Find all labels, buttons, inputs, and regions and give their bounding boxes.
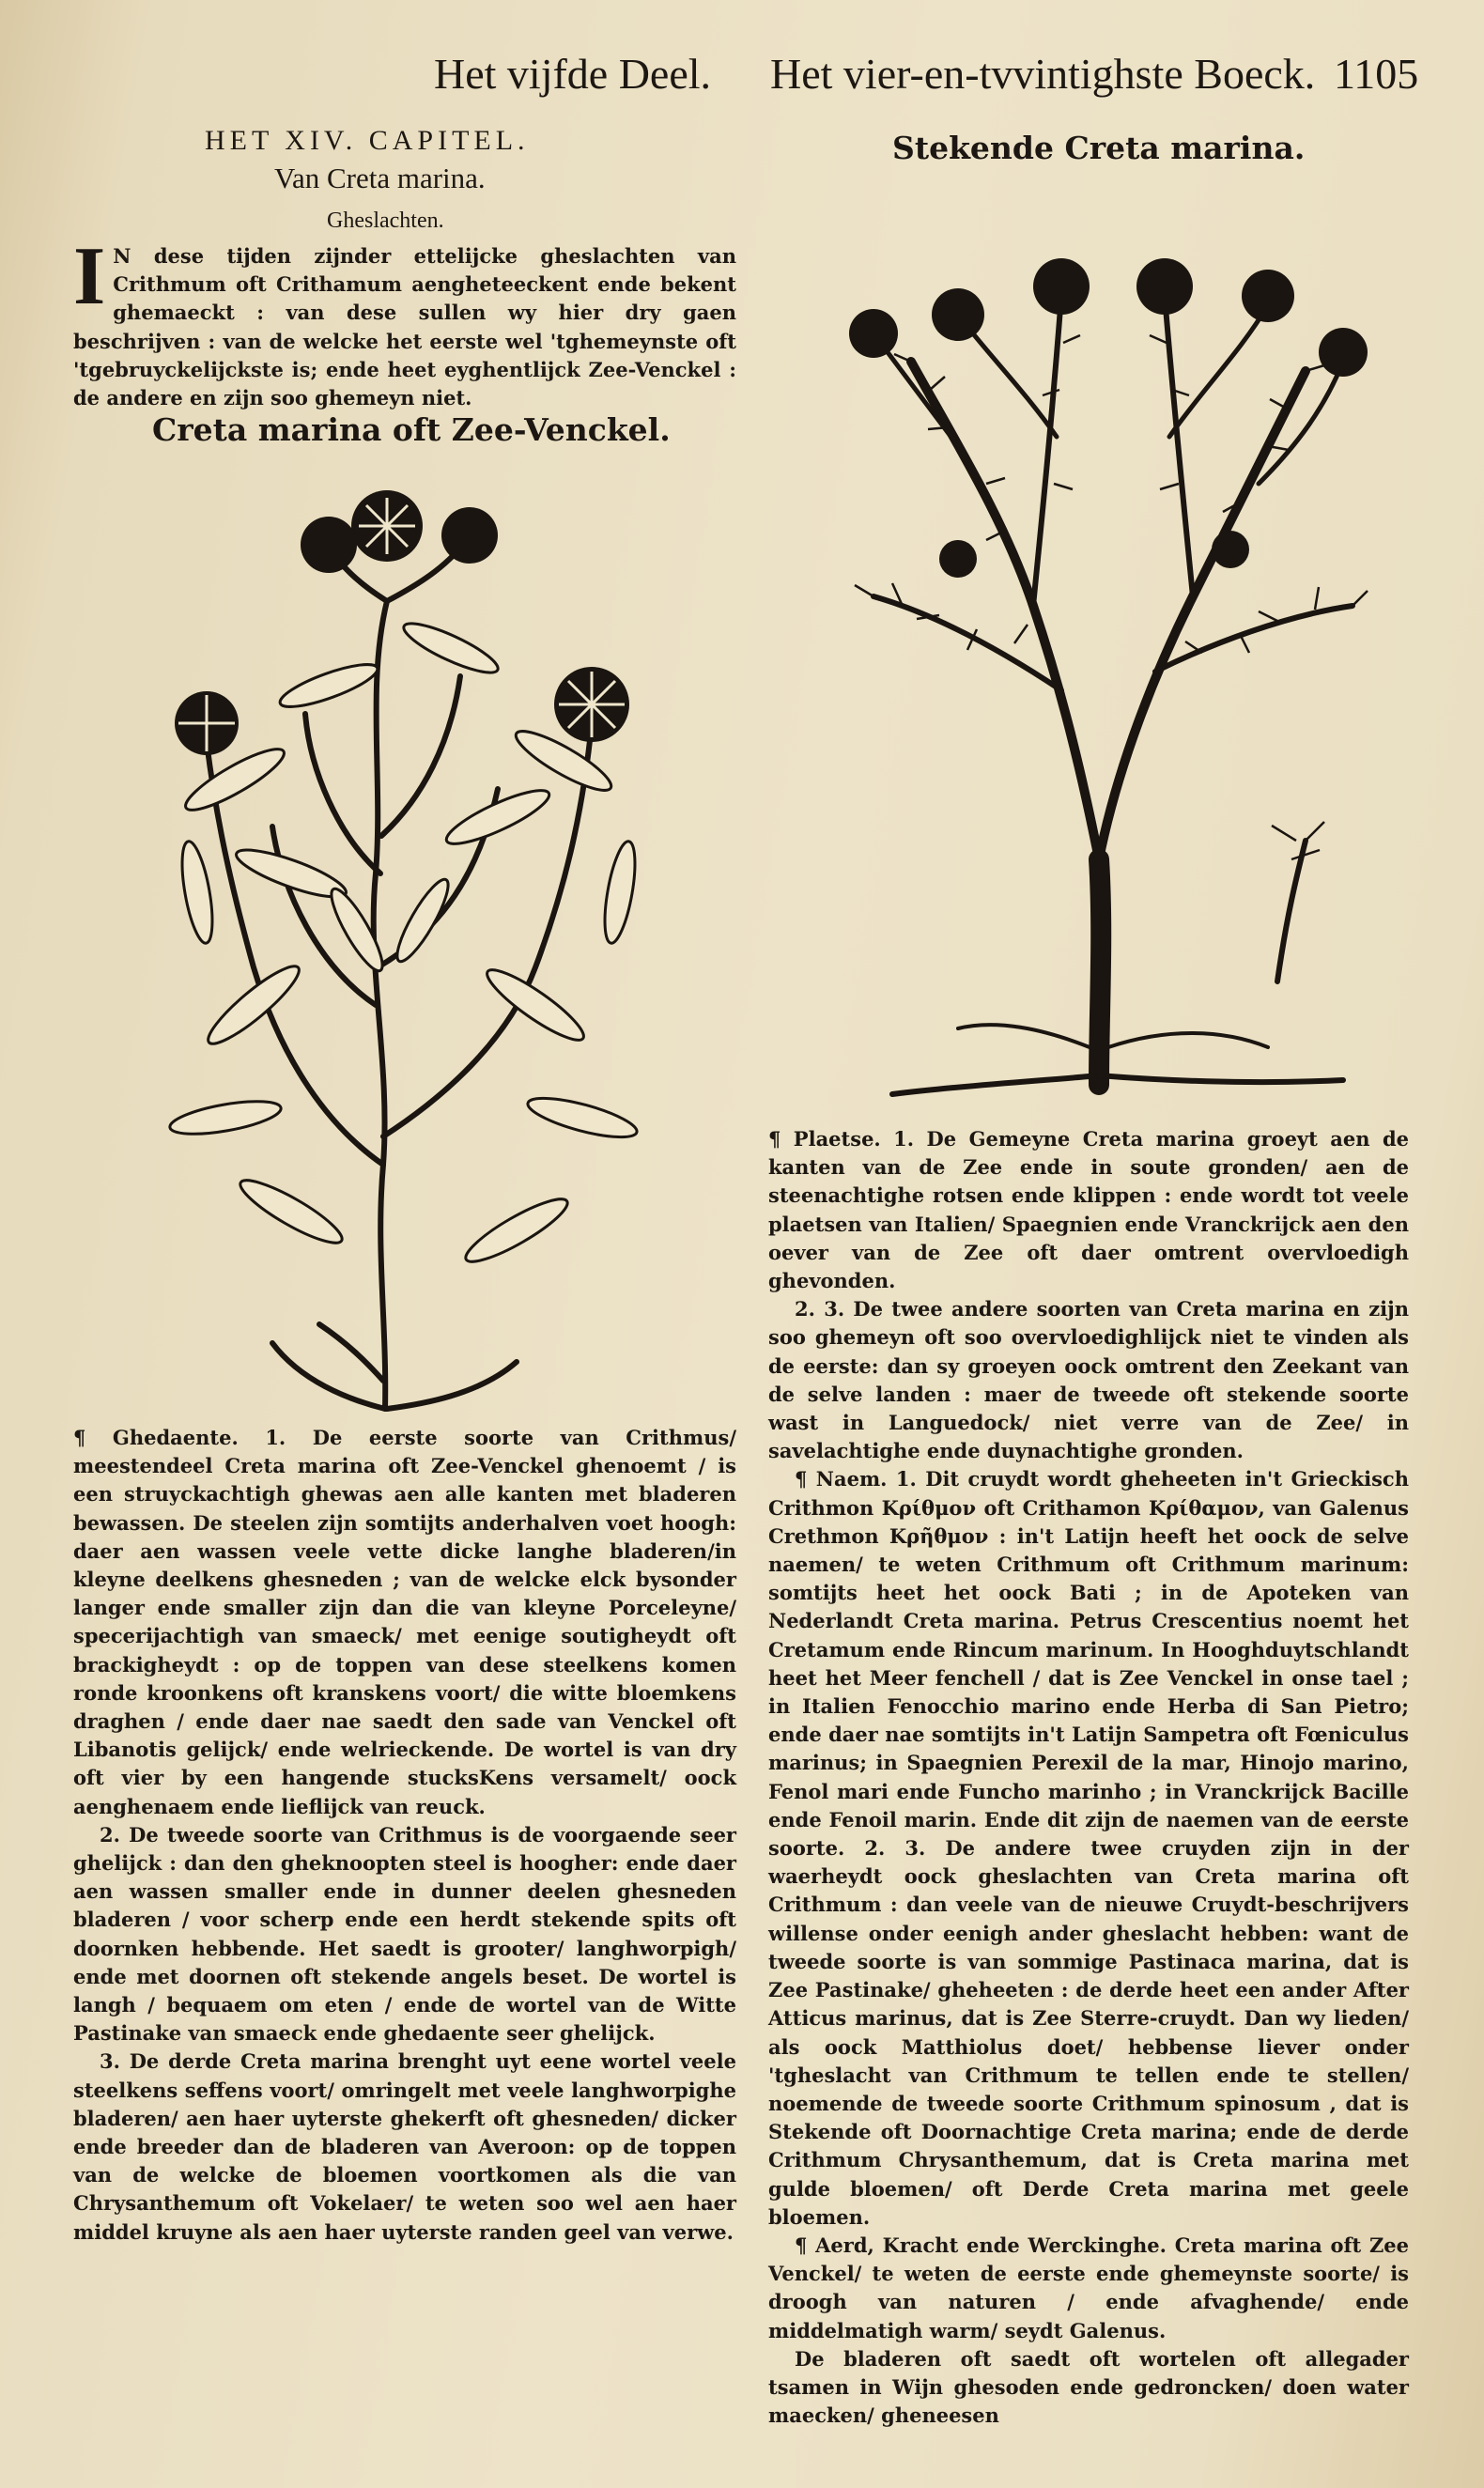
names-paragraph: ¶ Naem. 1. Dit cruydt wordt gheheeten in't Grieckisch Crithmon Κρίθμον oft Crithamon Κρίθαμον, van Galenus Crethmon Κρῆθμον : in't Latijn heeft het oock de selve naemen/ te weten Crithmum oft Crithmum marinum: somtijts heet het oock Bati ; in de Apoteken van Nederlandt Creta marina. Petrus Crescentius noemt het Cretamum ende Rincum marinum. In Hooghduytschlandt heet het Meer fenchell / dat is Zee Venckel in onse tael ; in Italien Fenocchio marino ende Herba di San Pietro; ende daer nae somtijts in't Latijn Sampetra oft Fœniculus marinus; in Spaegnien Perexil de la mar, Hinojo marino, Fenol mari ende Funcho marinho ; in Vranckrijck Bacille ende Fenoil marin. Ende dit zijn de naemen van de eerste soorte. 2. 3. De andere twee cruyden zijn in der waerheydt oock gheslachten van Creta marina oft Crithmum : dan veele van de nieuwe Cruydt-beschrijvers willense onder eenigh ander gheslacht hebben: want de tweede soorte is van sommige Pastinaca marina, dat is Zee Pastinake/ gheheeten : de derde heet een ander After Atticus marinus, dat is Zee Sterre-cruydt. Dan wy lieden/ als oock Matthiolus doet/ hebbense liever onder 'tgheslacht van Crithmum te tellen ende te stellen/ noemende de tweede soorte Crithmum spinosum , dat is Stekende oft Doornachtige Creta marina; ende de derde Crithmum Chrysanthemum, dat is Creta marina met gulde bloemen/ oft Derde Creta marina met geele bloemen. — [768, 1467, 1409, 2229]
right-figure-caption: Stekende Creta marina. — [892, 130, 1306, 166]
sea-fennel-woodcut — [141, 479, 695, 1418]
properties-paragraph: ¶ Aerd, Kracht ende Werckinghe. Creta marina oft Zee Venckel/ te weten de eerste ende ghemeynste soorte/ is droogh van naturen / ende afvaghende/ ende middelmatigh warm/ seydt Galenus. — [768, 2233, 1409, 2342]
section-kinds: Gheslachten. — [327, 209, 444, 233]
chapter-heading: HET XIV. CAPITEL. — [205, 125, 530, 156]
intro-paragraph — [73, 231, 736, 412]
page-number: 1105 — [1334, 50, 1419, 98]
prickly-sea-fennel-woodcut — [817, 202, 1381, 1104]
location-paragraph-2: 2. 3. De twee andere soorten van Creta marina en zijn soo ghemeyn oft soo overvloedighlijck niet te vinden als de eerste: dan sy groeyen oock omtrent den Zeekant van de selve landen : maer de tweede oft stekende soorte wast in Languedock/ niet verre van de Zee/ in savelachtighe ende duynachtighe gronden. — [768, 1297, 1409, 1463]
description-paragraph-2: 2. De tweede soorte van Crithmus is de voorgaende seer ghelijck : dan den gheknoopten steel is hoogher: ende daer aen wassen smaller ende in dunner deelen ghesneden bladeren / voor scherp ende een herdt stekende spits oft doornken hebbende. Het saedt is grooter/ langhworpigh/ ende met doornen oft stekende angels beset. De wortel is langh / bequaem om eten / ende de wortel van de Witte Pastinake van smaeck ende ghedaente seer ghelijck. — [73, 1822, 736, 2046]
description-paragraph-1: ¶ Ghedaente. 1. De eerste soorte van Crithmus/ meestendeel Creta marina oft Zee-Venckel ghenoemt / is een struyckachtigh ghewas aen alle kanten met bladeren bewassen. De steelen zijn somtijts anderhalven voet hoogh: daer aen wassen veele vette dicke langhe bladeren/in kleyne deelkens ghesneden ; van de welcke elck bysonder langer ende smaller zijn dan die van kleyne Porceleyne/ specerijachtigh van smaeck/ met eenige soutigheydt oft brackigheydt : op de toppen van dese steelkens komen ronde kroonkens oft kranskens voort/ die witte bloemkens draghen / ende daer nae saedt den sade van Venckel oft Libanotis gelijck/ ende welrieckende. De wortel is van dry oft vier by een hangende stucksKens versamelt/ oock aenghenaem ende lieflijck van reuck. — [73, 1426, 736, 1818]
description-paragraph-3: 3. De derde Creta marina brenght uyt eene wortel veele steelkens seffens voort/ omringelt met veele langhworpighe bladeren/ aen haer uyterste ghekerft oft ghesneden/ dicker ende breeder dan de bladeren van Averoon: op de toppen van de welcke de bloemen voortkomen als die van Chrysanthemum oft Vokelaer/ te weten soo wel aen haer middel kruyne als aen haer uyterste randen geel van verwe. — [73, 2049, 736, 2244]
drop-cap: I — [73, 231, 106, 322]
running-title-right: Het vier-en-tvvintighste Boeck. — [770, 50, 1316, 98]
intro-text: N dese tijden zijnder ettelijcke gheslachten van Crithmum oft Crithamum aengheteeckent ende bekent ghemaeckt : van dese sullen wy hier dry gaen beschrijven : van de welcke het eerste wel 'tghemeynste oft 'tgebruyckelijckste is; ende heet eyghentlijck Zee-Venckel : de andere en zijn soo ghemeyn niet. — [73, 244, 736, 410]
left-figure-caption: Creta marina oft Zee-Venckel. — [152, 411, 671, 448]
uses-paragraph: De bladeren oft saedt oft wortelen oft allegader tsamen in Wijn ghesoden ende gedroncken/ doen water maecken/ gheneesen — [768, 2346, 1409, 2428]
left-body-text — [73, 1424, 736, 2247]
location-paragraph-1: ¶ Plaetse. 1. De Gemeyne Creta marina groeyt aen de kanten van de Zee ende in soute gronden/ aen de steenachtighe rotsen ende klippen : ende wordt tot veele plaetsen van Italien/ Spaegnien ende Vranckrijck aen den oever van de Zee oft daer omtrent overvloedigh ghevonden. — [768, 1127, 1409, 1293]
right-body-text — [768, 1125, 1409, 2430]
chapter-title: Van Creta marina. — [274, 162, 486, 194]
running-title-left: Het vijfde Deel. — [434, 50, 712, 98]
